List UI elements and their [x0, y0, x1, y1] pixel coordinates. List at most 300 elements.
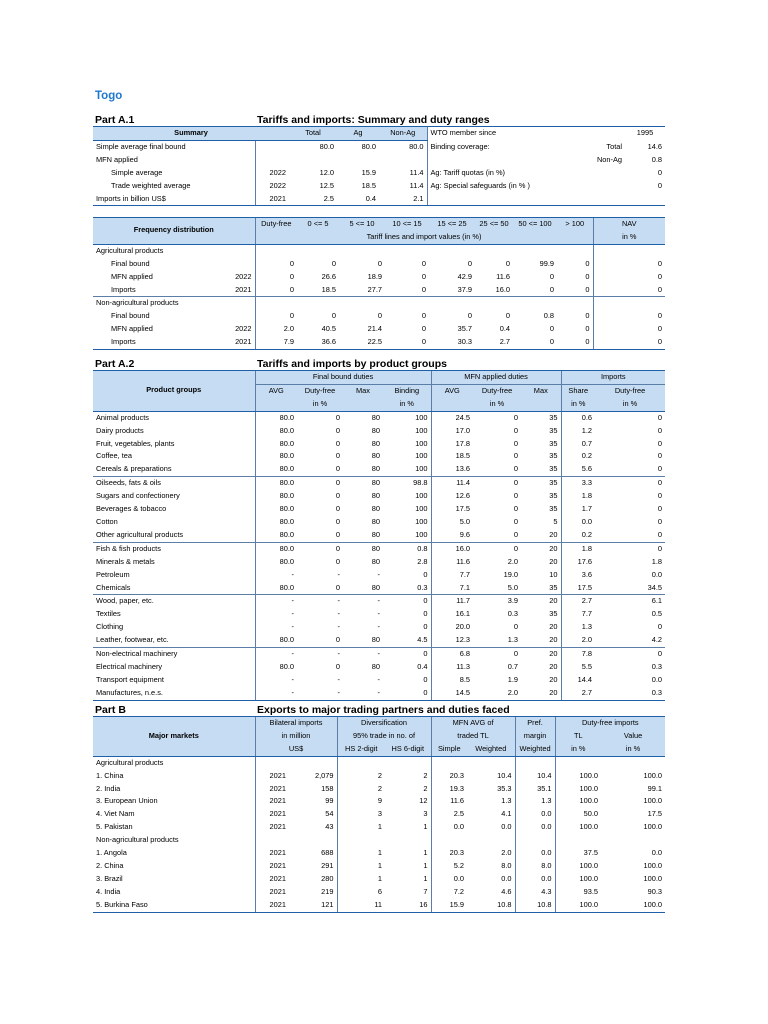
freq-row-label: MFN applied — [111, 271, 153, 281]
product-group-value: 20 — [521, 595, 561, 608]
product-group-value: 14.4 — [561, 674, 595, 687]
product-group-value: - — [377, 674, 380, 684]
markets-group-row — [93, 834, 665, 847]
freq-row — [93, 310, 665, 323]
product-group-value: 100 — [415, 529, 428, 539]
freq-row-value: 42.9 — [457, 271, 473, 281]
freq-row-value: 0 — [377, 311, 383, 321]
product-group-value: 0 — [423, 569, 428, 579]
market-value: 158 — [321, 783, 334, 793]
markets-group-blank — [601, 834, 665, 847]
groups-head-imports: Imports — [561, 371, 665, 385]
freq-row-value: 0 — [549, 271, 555, 281]
table-row — [93, 542, 665, 555]
product-group-value: 100 — [415, 438, 428, 448]
table-row — [93, 634, 665, 647]
summary-row — [93, 180, 665, 193]
market-value: 5.2 — [431, 860, 467, 873]
table-row — [93, 847, 665, 860]
freq-row-year: 2021 — [235, 284, 252, 294]
product-group-value: 80.0 — [255, 477, 297, 490]
markets-group-blank — [431, 756, 467, 769]
product-group-value: 0 — [335, 582, 340, 592]
market-value: 20.3 — [431, 770, 467, 783]
product-group-value: 20 — [521, 687, 561, 700]
summary-head-ag: Ag — [337, 127, 379, 141]
markets-head-title: Major markets — [93, 717, 255, 757]
product-group-value: 0 — [423, 622, 428, 632]
product-group-value: 0 — [335, 425, 340, 435]
market-value: 1 — [423, 822, 428, 832]
table-row — [93, 621, 665, 634]
freq-group-blank — [297, 297, 339, 310]
market-value: 2021 — [255, 873, 289, 886]
groups-colhead: Binding — [383, 384, 431, 397]
summary-row-ag: 18.5 — [361, 180, 376, 190]
product-group-value: - — [255, 674, 297, 687]
groups-colhead: AVG — [431, 384, 473, 397]
product-group-value: 2.7 — [561, 687, 595, 700]
product-group-value: 19.0 — [503, 569, 519, 579]
product-group-value: 80 — [371, 425, 380, 435]
summary-row-right-value: 0 — [657, 180, 663, 190]
product-group-value: 35 — [549, 425, 558, 435]
summary-row-ag: 80.0 — [361, 141, 376, 151]
markets-unit: Simple — [431, 743, 467, 756]
product-group-value: 98.8 — [383, 477, 431, 490]
markets-group-blank — [385, 756, 431, 769]
market-name: 4. Viet Nam — [96, 809, 135, 819]
groups-colhead: Max — [343, 384, 383, 397]
freq-row-value: 0 — [593, 271, 665, 284]
summary-row-nonag: 11.4 — [409, 167, 424, 177]
freq-row-label: Final bound — [111, 311, 150, 321]
part-b-title: Exports to major trading partners and duties faced — [257, 704, 510, 716]
product-group-value: 2.0 — [561, 634, 595, 647]
market-value: 54 — [325, 809, 334, 819]
product-group-value: - — [297, 648, 343, 661]
groups-unit: in % — [561, 398, 595, 411]
market-value: 4.1 — [501, 809, 512, 819]
product-group-value: 7.7 — [561, 608, 595, 621]
markets-group-name: Non-agricultural products — [96, 835, 179, 845]
product-group-value: 0 — [513, 451, 519, 461]
freq-row-value: 0 — [255, 258, 297, 271]
markets-group-blank — [555, 834, 601, 847]
product-group-value: - — [377, 609, 380, 619]
market-value: 2021 — [255, 847, 289, 860]
market-value: 0.0 — [431, 873, 467, 886]
product-group-name: Minerals & metals — [96, 556, 155, 566]
market-value: 7 — [423, 886, 428, 896]
freq-head-col: 10 <= 15 — [385, 218, 429, 231]
summary-row-right-sub: Total — [606, 141, 623, 151]
freq-group-blank — [593, 244, 665, 257]
freq-group-row — [93, 244, 665, 257]
market-value: 100.0 — [555, 860, 601, 873]
market-value: 17.5 — [647, 809, 663, 819]
summary-row — [93, 154, 665, 167]
product-group-name: Wood, paper, etc. — [93, 595, 255, 608]
freq-group-blank — [557, 244, 593, 257]
product-group-value: 80 — [371, 582, 380, 592]
freq-row-value: 0 — [255, 310, 297, 323]
freq-row-value: 7.9 — [255, 336, 297, 349]
product-group-value: 5.0 — [431, 516, 473, 529]
table-row — [93, 648, 665, 661]
product-group-value: 10 — [549, 569, 558, 579]
market-value: 16 — [385, 899, 431, 912]
market-value: 37.5 — [555, 847, 601, 860]
product-group-value: 80 — [371, 635, 380, 645]
freq-row-value: 0 — [593, 310, 665, 323]
summary-table — [93, 126, 665, 206]
market-value: 2021 — [255, 795, 289, 808]
table-row — [93, 425, 665, 438]
markets-group-blank — [555, 756, 601, 769]
summary-row-nonag: 80.0 — [409, 141, 424, 151]
product-group-value: 0 — [297, 477, 343, 490]
product-group-value: 0.3 — [507, 609, 519, 619]
freq-row-value: 0 — [385, 336, 429, 349]
product-group-value: 80.0 — [255, 463, 297, 476]
market-value: 121 — [289, 899, 337, 912]
product-group-value: 0 — [513, 412, 519, 422]
product-group-value: 80.0 — [255, 450, 297, 463]
product-group-value: 3.3 — [561, 477, 595, 490]
groups-unit — [431, 398, 473, 411]
groups-colhead: Duty-free — [297, 384, 343, 397]
summary-row-right-label — [427, 154, 577, 167]
market-value: 0.0 — [515, 873, 555, 886]
summary-row-right-value — [625, 193, 665, 206]
product-group-value: 0.2 — [561, 450, 595, 463]
freq-head-col: NAV — [593, 218, 665, 231]
product-groups-table — [93, 370, 665, 701]
freq-group-blank — [339, 297, 385, 310]
product-group-value: 0 — [513, 529, 519, 539]
product-group-value: 35 — [549, 504, 558, 514]
market-value: 50.0 — [555, 808, 601, 821]
product-group-value: 0.3 — [417, 582, 428, 592]
market-value: 6 — [337, 886, 385, 899]
table-row — [93, 569, 665, 582]
market-value: 219 — [321, 886, 334, 896]
markets-unit: HS 6-digit — [385, 743, 431, 756]
product-group-value: 20 — [549, 556, 558, 566]
market-name: 3. Brazil — [96, 873, 123, 883]
product-group-name: Cereals & preparations — [96, 464, 172, 474]
product-group-value: 0.3 — [595, 687, 665, 700]
groups-head-bound: Final bound duties — [255, 371, 431, 385]
product-group-value: - — [255, 621, 297, 634]
groups-unit — [521, 398, 561, 411]
markets-header-row — [93, 717, 665, 730]
product-group-value: 13.6 — [431, 463, 473, 476]
product-group-name: Beverages & tobacco — [96, 504, 167, 514]
markets-group-blank — [515, 834, 555, 847]
market-value: 2021 — [255, 808, 289, 821]
market-value: 688 — [321, 848, 334, 858]
freq-row-value: 0 — [593, 336, 665, 349]
markets-unit: HS 2-digit — [337, 743, 385, 756]
freq-row-value: 0.4 — [499, 324, 511, 334]
product-group-value: 1.8 — [651, 556, 663, 566]
groups-unit — [343, 398, 383, 411]
product-group-value: - — [377, 569, 380, 579]
product-group-value: 0 — [595, 477, 665, 490]
freq-row-value: 0 — [585, 271, 590, 281]
market-value: 1.3 — [515, 795, 555, 808]
groups-colhead: Duty-free — [595, 384, 665, 397]
product-group-value: 0 — [657, 504, 663, 514]
freq-row-value: 0 — [421, 311, 427, 321]
freq-row-label: MFN applied — [111, 324, 153, 334]
product-group-value: 17.0 — [431, 425, 473, 438]
market-name: 1. Angola — [96, 848, 127, 858]
summary-row-label: Simple average final bound — [96, 141, 186, 151]
groups-head-mfn: MFN applied duties — [431, 371, 561, 385]
freq-row-value: 0 — [585, 324, 590, 334]
product-group-value: - — [343, 648, 383, 661]
product-group-value: 80 — [371, 491, 380, 501]
product-group-name: Manufactures, n.e.s. — [93, 687, 255, 700]
product-group-value: 0 — [657, 412, 663, 422]
table-row — [93, 582, 665, 595]
product-group-value: 0 — [335, 635, 340, 645]
product-group-value: 80 — [371, 661, 380, 671]
part-a1-label: Part A.1 — [95, 114, 135, 126]
markets-head-mfn: MFN AVG of — [431, 717, 515, 730]
product-group-name: Chemicals — [96, 582, 131, 592]
product-group-value: 0 — [335, 451, 340, 461]
product-group-value: 20 — [549, 529, 558, 539]
table-row — [93, 795, 665, 808]
product-group-value: 0.0 — [561, 516, 595, 529]
freq-row-year — [211, 310, 255, 323]
freq-row-value: 2.7 — [475, 336, 513, 349]
product-group-value: 0 — [335, 661, 340, 671]
summary-row-right-label: Ag: Tariff quotas (in %) — [427, 167, 577, 180]
market-value: 2021 — [255, 770, 289, 783]
market-value: 3 — [337, 808, 385, 821]
product-group-value: 0 — [423, 609, 428, 619]
markets-group-blank — [337, 834, 385, 847]
product-group-value: 0 — [423, 674, 428, 684]
freq-group-name: Non-agricultural products — [93, 297, 255, 310]
product-group-value: 0 — [513, 464, 519, 474]
groups-head-title: Product groups — [93, 371, 255, 412]
summary-row-year — [255, 154, 289, 167]
market-value: 100.0 — [555, 821, 601, 834]
product-group-value: 0 — [657, 622, 663, 632]
freq-head-col: 25 <= 50 — [475, 218, 513, 231]
freq-row-value: 0 — [549, 284, 555, 294]
product-group-value: 18.5 — [431, 450, 473, 463]
markets-subhead-margin: margin — [515, 730, 555, 743]
market-name: 5. Burkina Faso — [93, 899, 255, 912]
freq-head-col: > 100 — [557, 218, 593, 231]
freq-row — [93, 271, 665, 284]
product-group-name: Non-electrical machinery — [93, 648, 255, 661]
product-group-value: 0 — [335, 504, 340, 514]
freq-row-value: 0 — [421, 258, 427, 268]
freq-head-col: 50 <= 100 — [513, 218, 557, 231]
product-group-value: 80.0 — [255, 556, 297, 569]
freq-row-value: 40.5 — [321, 324, 337, 334]
market-value: 2021 — [255, 886, 289, 899]
summary-row-ag: 0.4 — [337, 193, 379, 206]
product-group-value: 35 — [549, 412, 558, 422]
freq-row-value: 0 — [513, 336, 557, 349]
freq-row-value: 0 — [331, 258, 337, 268]
groups-colhead: Duty-free — [473, 384, 521, 397]
part-a2-title: Tariffs and imports by product groups — [257, 358, 447, 370]
market-value: 100.0 — [643, 873, 663, 883]
product-group-value: 0 — [657, 464, 663, 474]
table-row — [93, 503, 665, 516]
freq-row-value: 0 — [421, 284, 427, 294]
product-group-value: 5.6 — [561, 463, 595, 476]
product-group-value: 0 — [383, 595, 431, 608]
product-group-value: 5.5 — [561, 661, 595, 674]
freq-group-blank — [475, 244, 513, 257]
product-group-value: - — [343, 687, 383, 700]
groups-colhead: AVG — [255, 384, 297, 397]
product-group-value: 7.7 — [431, 569, 473, 582]
freq-row-value: 36.6 — [297, 336, 339, 349]
product-group-value: 0 — [595, 648, 665, 661]
summary-row-label: Trade weighted average — [111, 180, 191, 190]
product-group-value: - — [377, 622, 380, 632]
product-group-value: 12.3 — [431, 634, 473, 647]
table-row — [93, 860, 665, 873]
product-group-value: - — [337, 609, 340, 619]
market-value: 8.0 — [501, 860, 512, 870]
market-name: 2. India — [96, 783, 121, 793]
product-group-value: 100 — [415, 504, 428, 514]
summary-row-right-sub — [577, 167, 625, 180]
freq-row-value: 0 — [549, 324, 555, 334]
groups-unit: in % — [473, 398, 521, 411]
product-group-value: - — [337, 569, 340, 579]
markets-subhead-value: Value — [623, 730, 643, 740]
market-value: 0.0 — [501, 873, 512, 883]
table-row — [93, 477, 665, 490]
freq-row-value: 37.9 — [457, 284, 473, 294]
freq-head-col: 5 <= 10 — [339, 218, 385, 231]
summary-row-label: MFN applied — [96, 154, 138, 164]
product-group-value: 0 — [383, 648, 431, 661]
freq-row-value: 27.7 — [367, 284, 383, 294]
markets-group-blank — [385, 834, 431, 847]
summary-row-total — [289, 154, 337, 167]
summary-row-year — [255, 140, 289, 153]
market-value: 1 — [423, 848, 428, 858]
freq-row-value: 18.5 — [321, 284, 337, 294]
market-value: 2 — [337, 770, 385, 783]
markets-unit: Weighted — [467, 743, 515, 756]
product-group-value: - — [255, 687, 297, 700]
product-group-value: 35 — [549, 491, 558, 501]
product-group-value: 17.5 — [561, 582, 595, 595]
product-group-value: 35 — [549, 438, 558, 448]
product-group-value: - — [255, 648, 297, 661]
summary-row — [93, 140, 665, 153]
markets-subhead-tl2: TL — [555, 730, 601, 743]
freq-group-blank — [513, 297, 557, 310]
market-name: 3. European Union — [96, 796, 158, 806]
product-group-value: 0 — [513, 622, 519, 632]
table-row — [93, 516, 665, 529]
market-value: 11.6 — [431, 795, 467, 808]
market-value: 2021 — [255, 783, 289, 796]
product-group-value: 1.2 — [561, 425, 595, 438]
market-value: 2021 — [255, 899, 289, 912]
freq-group-blank — [255, 244, 297, 257]
product-group-value: 11.7 — [431, 595, 473, 608]
product-group-value: 80 — [343, 477, 383, 490]
summary-row — [93, 167, 665, 180]
country-title: Togo — [95, 90, 123, 102]
market-name: 5. Pakistan — [96, 822, 133, 832]
product-group-value: 20.0 — [431, 621, 473, 634]
freq-row-value: 0.8 — [543, 311, 555, 321]
summary-row-year: 2022 — [255, 180, 289, 193]
summary-row-ag: 15.9 — [361, 167, 376, 177]
product-group-name: Other agricultural products — [96, 529, 184, 539]
freq-nav-unit: in % — [593, 231, 665, 244]
freq-row-value: 0 — [421, 271, 427, 281]
markets-group-blank — [289, 756, 337, 769]
product-group-value: 80 — [371, 504, 380, 514]
product-group-value: 80 — [371, 438, 380, 448]
groups-header-row — [93, 371, 665, 385]
freq-row-value: 35.7 — [457, 324, 473, 334]
product-group-value: 20 — [549, 635, 558, 645]
summary-head-label: Summary — [93, 127, 289, 141]
markets-head-pref: Pref. — [515, 717, 555, 730]
product-group-value: 0.7 — [507, 661, 519, 671]
freq-row-value: 0 — [467, 258, 473, 268]
major-markets-table — [93, 716, 665, 913]
summary-row-nonag: 2.1 — [379, 193, 427, 206]
market-value: 1 — [337, 821, 385, 834]
freq-row-value: 22.5 — [339, 336, 385, 349]
market-name: 4. India — [96, 886, 121, 896]
product-group-value: 1.8 — [561, 490, 595, 503]
summary-row — [93, 193, 665, 206]
summary-row-right-label: Ag: Special safeguards (in % ) — [427, 180, 577, 193]
product-group-value: 80.0 — [255, 529, 297, 542]
product-group-value: 2.7 — [561, 595, 595, 608]
market-value: 100.0 — [643, 860, 663, 870]
summary-row-right-value: 14.6 — [647, 141, 663, 151]
market-value: 2 — [423, 783, 428, 793]
freq-row-value: 26.6 — [321, 271, 337, 281]
freq-row-value: 0 — [331, 311, 337, 321]
market-value: 100.0 — [643, 770, 663, 780]
product-group-value: - — [255, 595, 297, 608]
markets-group-blank — [255, 834, 289, 847]
product-group-name: Coffee, tea — [96, 451, 133, 461]
product-group-value: 0 — [513, 438, 519, 448]
product-group-value: - — [337, 622, 340, 632]
product-group-value: 100 — [415, 412, 428, 422]
product-group-value: 0 — [657, 438, 663, 448]
product-group-value: 0 — [657, 425, 663, 435]
summary-row-nonag — [379, 154, 427, 167]
